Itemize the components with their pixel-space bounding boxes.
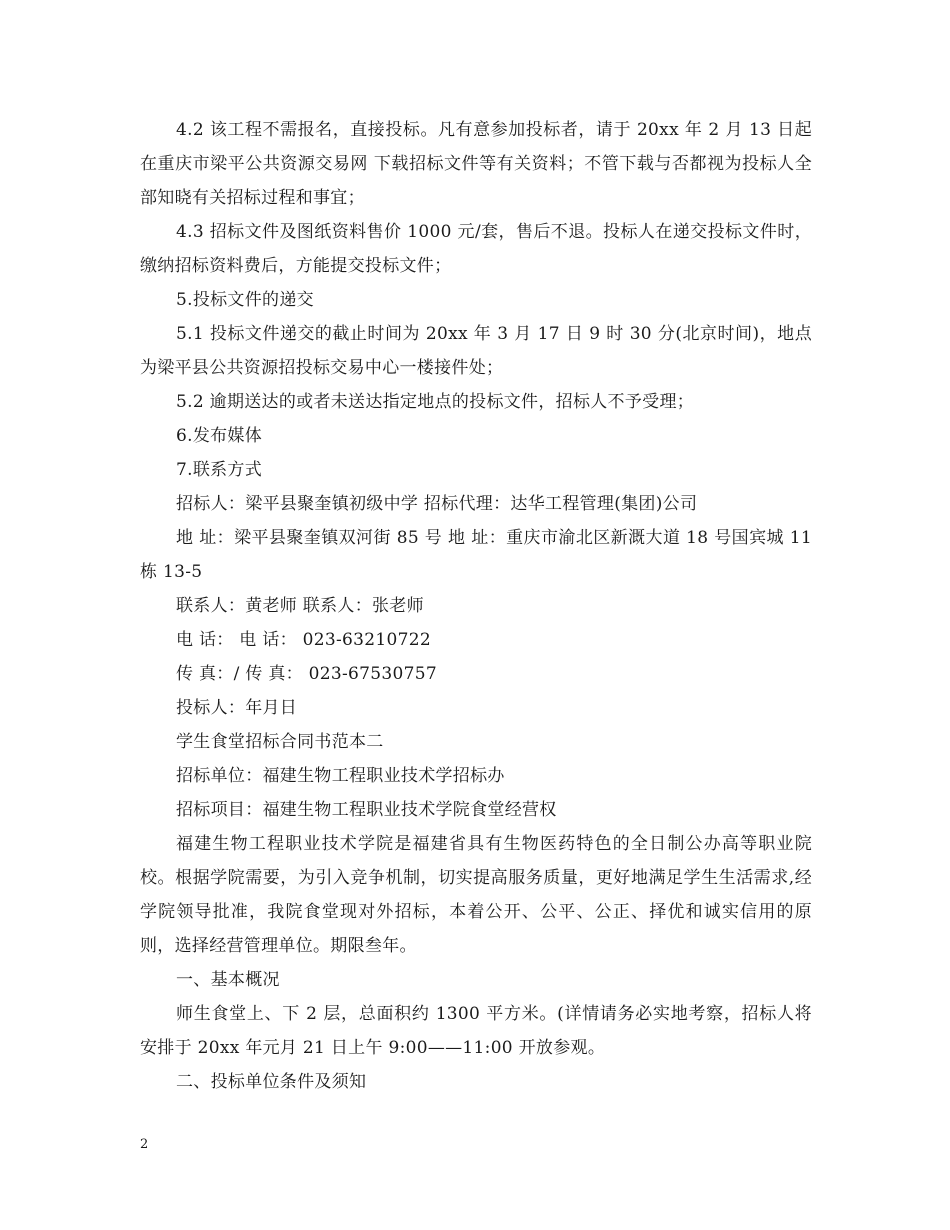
paragraph-4-2: 4.2 该工程不需报名，直接投标。凡有意参加投标者，请于 20xx 年 2 月 13 日起在重庆市梁平公共资源交易网 下载招标文件等有关资料；不管下载与否都视为投标人全部知晓有关招标过程和事宜； bbox=[140, 120, 812, 208]
heading-6: 6.发布媒体 bbox=[176, 426, 263, 446]
contact-address: 地 址：梁平县聚奎镇双河街 85 号 地 址：重庆市渝北区新溉大道 18 号国宾城 11 栋 13-5 bbox=[140, 528, 812, 582]
document-body bbox=[140, 113, 812, 1099]
page-number: 2 bbox=[140, 1137, 149, 1152]
paragraph-4-3: 4.3 招标文件及图纸资料售价 1000 元/套，售后不退。投标人在递交投标文件时，缴纳招标资料费后，方能提交投标文件； bbox=[140, 222, 812, 276]
heading-5: 5.投标文件的递交 bbox=[176, 290, 314, 310]
heading-basic-overview: 一、基本概况 bbox=[176, 970, 280, 990]
overview-paragraph: 师生食堂上、下 2 层，总面积约 1300 平方米。(详情请务必实地考察，招标人将安排于 20xx 年元月 21 日上午 9:00——11:00 开放参观。 bbox=[140, 1004, 812, 1058]
tender-unit: 招标单位：福建生物工程职业技术学招标办 bbox=[176, 766, 505, 786]
heading-7: 7.联系方式 bbox=[176, 460, 263, 480]
bidder-signature-line: 投标人：年月日 bbox=[176, 698, 298, 718]
paragraph-5-2: 5.2 逾期送达的或者未送达指定地点的投标文件，招标人不予受理； bbox=[176, 392, 695, 412]
heading-bidder-conditions: 二、投标单位条件及须知 bbox=[176, 1072, 367, 1092]
tender-project: 招标项目：福建生物工程职业技术学院食堂经营权 bbox=[176, 800, 557, 820]
contact-phone: 电 话： 电 话： 023-63210722 bbox=[176, 630, 431, 650]
paragraph-5-1: 5.1 投标文件递交的截止时间为 20xx 年 3 月 17 日 9 时 30 分(北京时间)，地点为梁平县公共资源招投标交易中心一楼接件处； bbox=[140, 324, 812, 378]
contact-tenderer: 招标人：梁平县聚奎镇初级中学 招标代理：达华工程管理(集团)公司 bbox=[176, 494, 698, 514]
contact-person: 联系人：黄老师 联系人：张老师 bbox=[176, 596, 424, 616]
intro-paragraph: 福建生物工程职业技术学院是福建省具有生物医药特色的全日制公办高等职业院校。根据学院需要，为引入竞争机制，切实提高服务质量，更好地满足学生生活需求,经学院领导批准，我院食堂现对外招标，本着公开、公平、公正、择优和诚实信用的原则，选择经营管理单位。期限叁年。 bbox=[140, 834, 812, 956]
contact-fax: 传 真：/ 传 真： 023-67530757 bbox=[176, 664, 437, 684]
section-title: 学生食堂招标合同书范本二 bbox=[176, 732, 384, 752]
